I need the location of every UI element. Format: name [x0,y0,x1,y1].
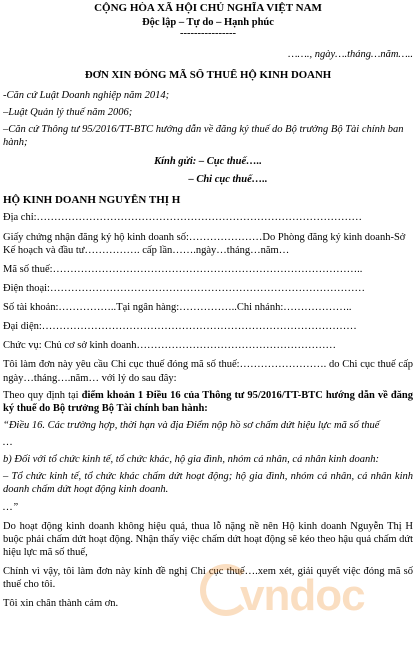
recipient-label: Kính gửi: [154,156,197,168]
legal-bases [3,89,413,150]
legal-basis-item: -Căn cứ Luật Doanh nghiệp năm 2014; [3,89,170,101]
recipient-tax-department: – Cục thuế….. [196,156,262,168]
legal-basis-item: –Luật Quản lý thuế năm 2006; [3,107,133,119]
legal-basis-item: –Căn cứ Thông tư 95/2016/TT-BTC hướng dẫn về đăng ký thuế do Bộ trưởng Bộ Tài chính ban hành; [3,124,404,149]
quote-clause-b: b) Đối với tổ chức kinh tế, tổ chức khác, hộ gia đình, nhóm cá nhân, cá nhân kinh doanh: [3,454,380,466]
document-page [3,2,413,610]
date-line: ……., ngày….tháng…năm….. [288,49,413,61]
reason-paragraph: Do hoạt động kinh doanh không hiệu quả, thua lỗ nặng nề nên Hộ kinh doanh Nguyễn Thị H buộc phải chấm dứt hoạt động. Nhận thấy việc chấm dứt hoạt động sẽ kéo theo hậu quả chấm dứt hiệu lực mã số thuế, [3,520,413,558]
national-heading: CỘNG HÒA XÃ HỘI CHỦ NGHĨA VIỆT NAM [94,2,322,14]
field-bank-account: Số tài khoản:……………..Tại ngân hàng:……………..Chi nhánh:……………….. [3,302,352,314]
heading-rule: ---------------- [180,28,236,39]
quote-ellipsis-2: …” [3,501,19,513]
field-tax-code: Mã số thuế:…………………………………………………………………………….. [3,263,363,275]
quote-clause-b-detail: – Tổ chức kinh tế, tổ chức khác chấm dứt hoạt động; hộ gia đình, nhóm cá nhân, cá nhân kinh doanh chấm dứt hoạt động kinh doanh. [3,471,413,496]
national-motto: Độc lập – Tự do – Hạnh phúc [142,16,274,28]
request-paragraph: Tôi làm đơn này yêu cầu Chi cục thuế đóng mã số thuế:……………………. do Chi cục thuế cấp ngày…tháng….năm… với lý do sau đây: [3,359,413,384]
recipient-line-2: – Chi cục thuế….. [188,173,268,185]
quote-ellipsis-1: … [3,437,13,449]
recipient-line-1 [3,155,413,168]
field-certificate: Giấy chứng nhận đăng ký hộ kinh doanh số:…………………Do Phòng đăng ký kinh doanh-Sở Kế hoạch và đầu tư……………. cấp lần…….ngày…tháng…năm… [3,231,406,256]
field-address: Địa chỉ:………………………………………………………………………………… [3,212,363,224]
legal-reference-intro: Theo quy định tại [3,389,82,401]
thanks-line: Tôi xin chân thành cảm ơn. [3,598,119,610]
watermark-text: vndoc [240,571,365,620]
legal-reference-citation: điểm khoản 1 Điều 16 của Thông tư 95/2016/TT-BTC hướng dẫn về đăng ký thuế do Bộ trưởng Bộ Tài chính ban hành: [3,389,413,414]
legal-reference-paragraph [3,389,413,415]
closing-request-paragraph: Chính vì vậy, tôi làm đơn này kính đề nghị Chi cục thuế….xem xét, giải quyết việc đóng mã số thuế cho tôi. [3,566,413,591]
field-position: Chức vụ: Chủ cơ sở kinh doanh………………………………………………… [3,340,336,352]
quote-article-16: “Điều 16. Các trường hợp, thời hạn và địa Điểm nộp hồ sơ chấm dứt hiệu lực mã số thuế [3,419,380,431]
document-title: ĐƠN XIN ĐÓNG MÃ SỐ THUẾ HỘ KINH DOANH [84,69,332,82]
business-name: HỘ KINH DOANH NGUYỄN THỊ H [3,193,181,206]
field-representative: Đại diện:……………………………………………………………………………… [3,321,357,333]
field-phone: Điện thoại:……………………………………………………………………………… [3,282,365,294]
